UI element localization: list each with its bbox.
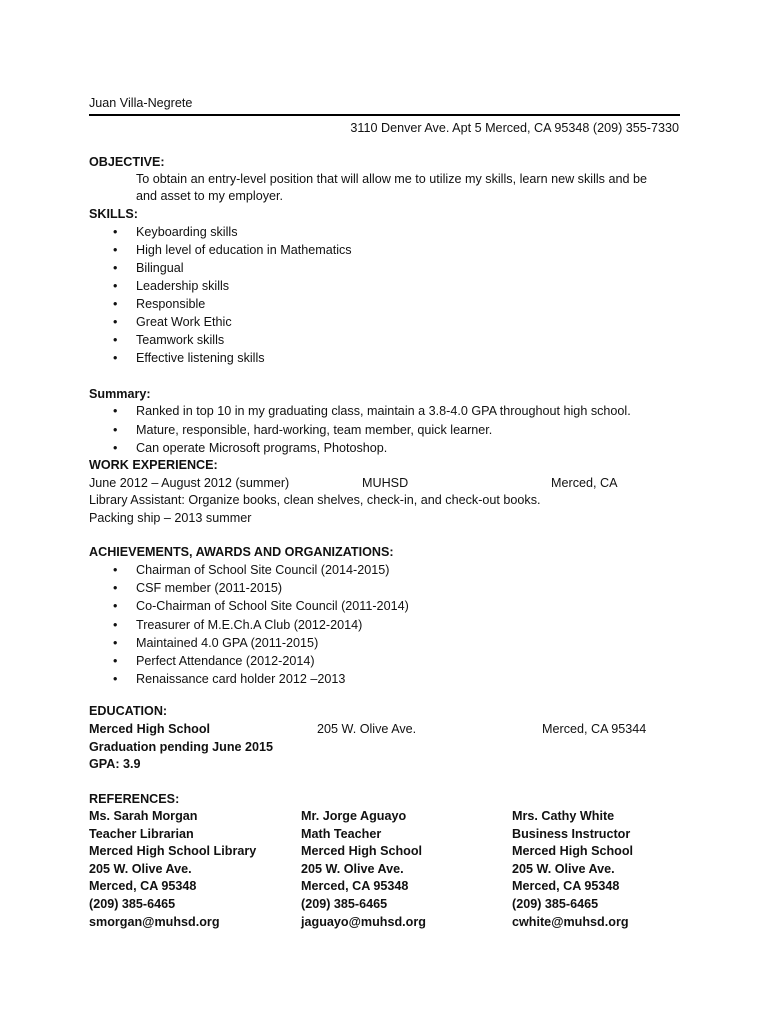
achievement-item: Maintained 4.0 GPA (2011-2015): [136, 635, 319, 650]
achievement-item: Chairman of School Site Council (2014-2015): [136, 563, 390, 577]
bullet-icon: •: [113, 315, 118, 329]
ref-email: cwhite@muhsd.org: [512, 914, 629, 929]
objective-line-2: and asset to my employer.: [136, 189, 283, 203]
skill-item: Bilingual: [136, 261, 184, 275]
summary-item: Ranked in top 10 in my graduating class, maintain a 3.8-4.0 GPA throughout high school.: [136, 404, 631, 418]
education-city: Merced, CA 95344: [542, 722, 647, 736]
bullet-icon: •: [113, 404, 118, 418]
summary-item: Mature, responsible, hard-working, team member, quick learner.: [136, 422, 493, 437]
work-other: Packing ship – 2013 summer: [89, 511, 252, 525]
ref-address: 205 W. Olive Ave.: [89, 861, 192, 876]
ref-name: Mrs. Cathy White: [512, 809, 615, 823]
bullet-icon: •: [113, 654, 118, 668]
bullet-icon: •: [113, 599, 118, 614]
ref-name: Mr. Jorge Aguayo: [301, 809, 407, 823]
bullet-icon: •: [113, 225, 118, 239]
education-gpa: GPA: 3.9: [89, 757, 141, 771]
work-location: Merced, CA: [551, 476, 618, 490]
ref-email: smorgan@muhsd.org: [89, 914, 220, 929]
ref-email: jaguayo@muhsd.org: [301, 914, 426, 929]
ref-phone: (209) 385-6465: [89, 897, 176, 911]
ref-address: 205 W. Olive Ave.: [512, 861, 615, 876]
achievement-item: Renaissance card holder 2012 –2013: [136, 672, 346, 687]
bullet-icon: •: [113, 563, 118, 577]
ref-city: Merced, CA 95348: [89, 879, 197, 894]
education-school: Merced High School: [89, 722, 211, 736]
bullet-icon: •: [113, 422, 118, 437]
skill-item: Teamwork skills: [136, 333, 225, 347]
skill-item: Effective listening skills: [136, 351, 265, 365]
contact-line: 3110 Denver Ave. Apt 5 Merced, CA 95348 (209) 355-7330: [350, 121, 679, 135]
work-heading: WORK EXPERIENCE:: [89, 458, 218, 472]
achievement-item: Perfect Attendance (2012-2014): [136, 654, 315, 668]
education-heading: EDUCATION:: [89, 704, 168, 718]
ref-city: Merced, CA 95348: [301, 879, 409, 894]
achievement-item: Treasurer of M.E.Ch.A Club (2012-2014): [136, 617, 363, 632]
objective-line-1: To obtain an entry-level position that will allow me to utilize my skills, learn new skills and be: [136, 172, 647, 186]
ref-city: Merced, CA 95348: [512, 879, 620, 894]
bullet-icon: •: [113, 279, 118, 293]
header-divider: [89, 114, 680, 116]
references-heading: REFERENCES:: [89, 792, 180, 806]
education-address: 205 W. Olive Ave.: [317, 722, 417, 736]
ref-name: Ms. Sarah Morgan: [89, 809, 198, 823]
bullet-icon: •: [113, 351, 118, 365]
bullet-icon: •: [113, 617, 118, 632]
achievements-heading: ACHIEVEMENTS, AWARDS AND ORGANIZATIONS:: [89, 545, 394, 559]
bullet-icon: •: [113, 581, 118, 596]
skill-item: Keyboarding skills: [136, 225, 238, 239]
work-role: Library Assistant: Organize books, clean shelves, check-in, and check-out books.: [89, 493, 541, 507]
bullet-icon: •: [113, 635, 118, 650]
bullet-icon: •: [113, 243, 118, 257]
bullet-icon: •: [113, 261, 118, 275]
bullet-icon: •: [113, 333, 118, 347]
bullet-icon: •: [113, 672, 118, 687]
skill-item: High level of education in Mathematics: [136, 243, 352, 257]
ref-title: Business Instructor: [512, 826, 631, 841]
achievement-item: CSF member (2011-2015): [136, 581, 283, 596]
bullet-icon: •: [113, 297, 118, 311]
work-org: MUHSD: [362, 476, 409, 490]
ref-title: Math Teacher: [301, 826, 382, 841]
summary-heading: Summary:: [89, 387, 151, 401]
ref-address: 205 W. Olive Ave.: [301, 861, 404, 876]
work-dates: June 2012 – August 2012 (summer): [89, 476, 290, 490]
skill-item: Great Work Ethic: [136, 315, 232, 329]
achievement-item: Co-Chairman of School Site Council (2011-2014): [136, 599, 409, 614]
ref-school: Merced High School: [301, 844, 423, 859]
education-graduation: Graduation pending June 2015: [89, 740, 274, 754]
ref-school: Merced High School: [512, 844, 634, 859]
skill-item: Responsible: [136, 297, 206, 311]
ref-school: Merced High School Library: [89, 844, 257, 859]
bullet-icon: •: [113, 441, 118, 455]
ref-phone: (209) 385-6465: [512, 897, 599, 911]
summary-item: Can operate Microsoft programs, Photoshop.: [136, 441, 388, 455]
ref-phone: (209) 385-6465: [301, 897, 388, 911]
objective-heading: OBJECTIVE:: [89, 155, 165, 169]
skills-heading: SKILLS:: [89, 207, 138, 221]
applicant-name: Juan Villa-Negrete: [89, 96, 193, 110]
ref-title: Teacher Librarian: [89, 826, 194, 841]
skill-item: Leadership skills: [136, 279, 230, 293]
